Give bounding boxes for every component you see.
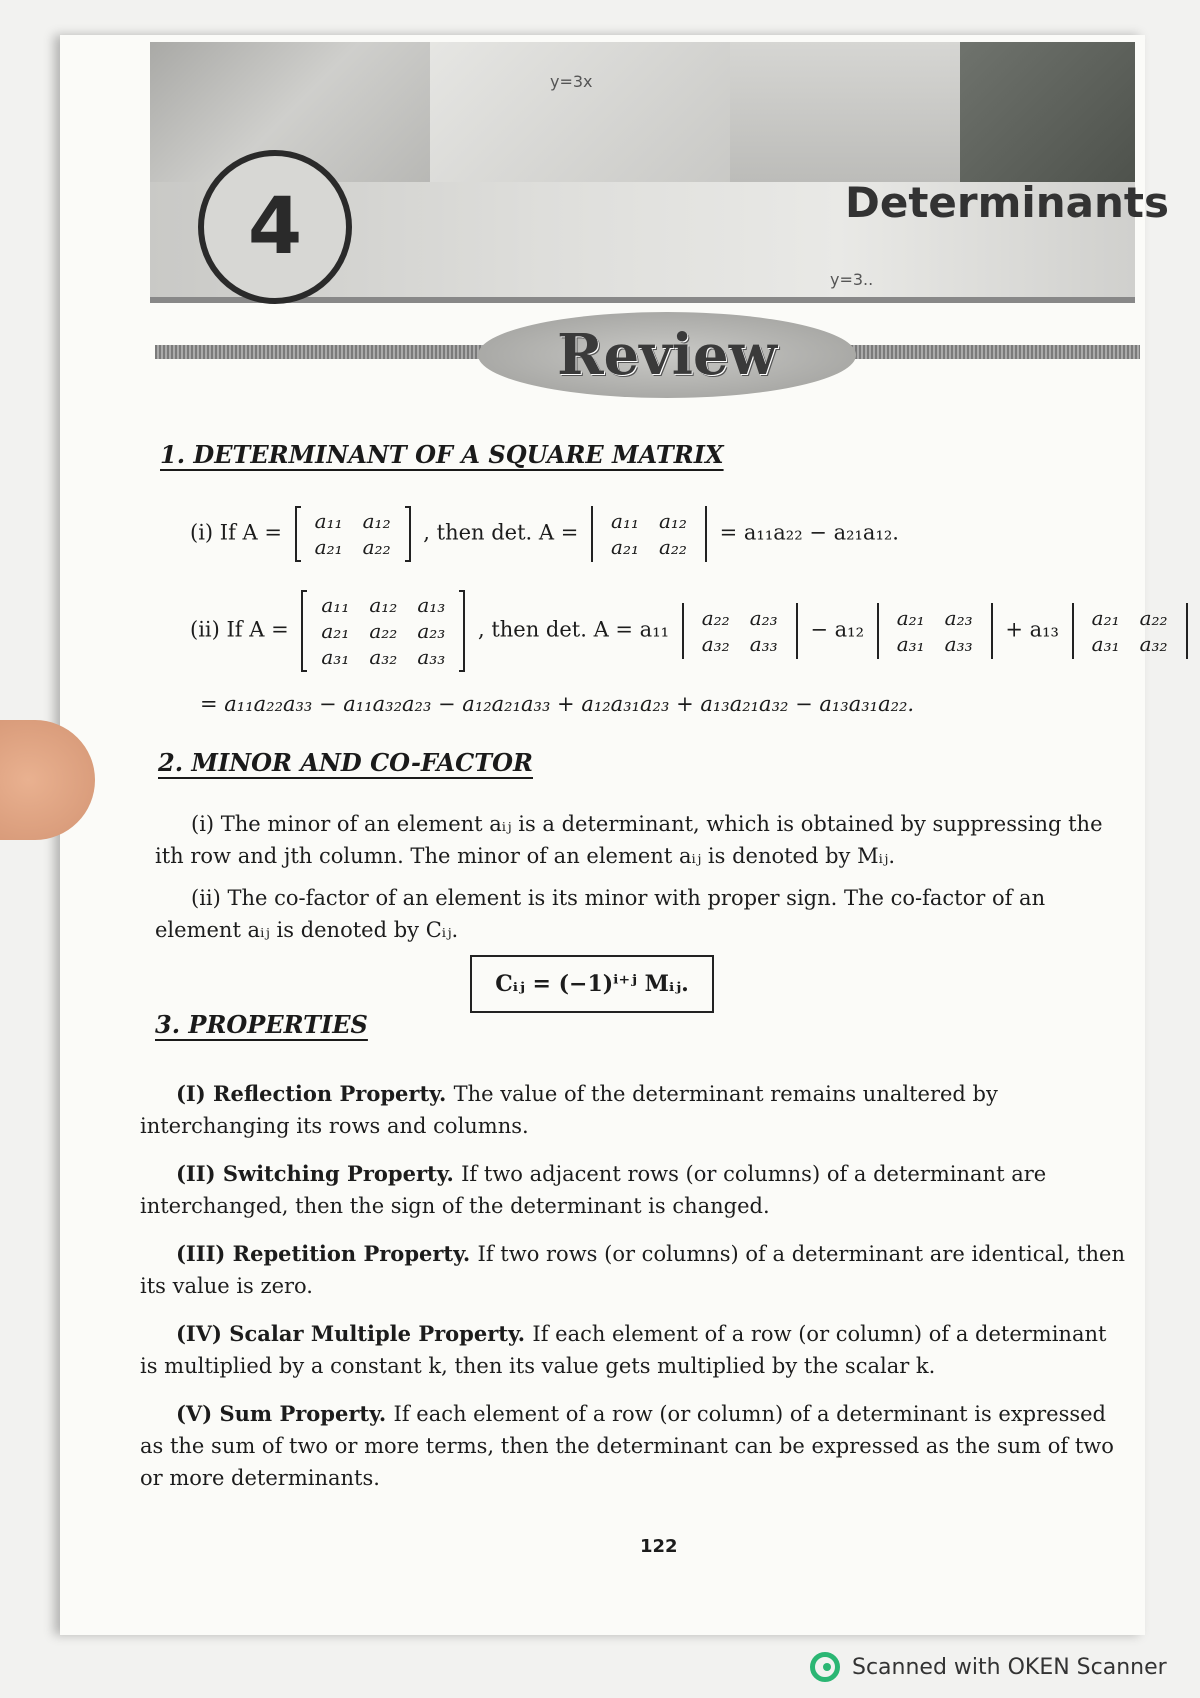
banner-photo: [430, 42, 730, 182]
formula-prefix: (ii) If A =: [190, 617, 289, 642]
matrix-entry: a₃₁: [321, 645, 350, 669]
matrix-entry: a₂₁: [314, 535, 343, 559]
matrix-entry: a₁₃: [417, 593, 446, 617]
property-title: (V) Sum Property.: [176, 1401, 394, 1426]
property-title: (IV) Scalar Multiple Property.: [176, 1321, 533, 1346]
minor-determinant: [877, 603, 993, 659]
scanner-watermark: [810, 1652, 1167, 1682]
matrix-entry: a₂₁: [611, 535, 639, 559]
property-text: If two adjacent rows (or columns) of a determinant are interchanged, then the sign of the determinant is changed.: [140, 1162, 1047, 1218]
matrix-entry: a₃₁: [896, 632, 925, 656]
formula-2x2: [190, 506, 899, 562]
formula-expansion: = a₁₁a₂₂a₃₃ − a₁₁a₃₂a₂₃ − a₁₂a₂₁a₃₃ + a₁₂a₃₁a₂₃ + a₁₃a₂₁a₃₂ − a₁₃a₃₁a₂₂.: [200, 692, 915, 716]
property-item: [140, 1158, 1125, 1222]
matrix-entry: a₃₂: [701, 632, 730, 656]
scanner-logo-icon: [810, 1652, 840, 1682]
paragraph: (ii) The co-factor of an element is its minor with proper sign. The co-factor of an element aᵢⱼ is denoted by Cᵢⱼ.: [155, 886, 1046, 942]
matrix-entry: a₃₂: [369, 645, 398, 669]
property-title: (I) Reflection Property.: [176, 1081, 454, 1106]
chapter-number: 4: [198, 150, 352, 304]
minor-determinant: [682, 603, 798, 659]
paragraph: (i) The minor of an element aᵢⱼ is a determinant, which is obtained by suppressing the ith row and jth column. The minor of an element aᵢⱼ is denoted by Mᵢⱼ.: [155, 812, 1103, 868]
matrix-entry: a₂₂: [701, 606, 730, 630]
matrix-entry: a₂₃: [944, 606, 973, 630]
banner-photo: [960, 42, 1135, 182]
property-title: (II) Switching Property.: [176, 1161, 462, 1186]
matrix-entry: a₁₁: [611, 509, 639, 533]
property-text: If each element of a row (or column) of a determinant is multiplied by a constant k, then its value gets multiplied by the scalar k.: [140, 1322, 1107, 1378]
minor-determinant: [1072, 603, 1188, 659]
matrix-entry: a₁₂: [362, 509, 391, 533]
matrix-entry: a₂₁: [896, 606, 925, 630]
formula-prefix: (i) If A =: [190, 520, 282, 545]
cofactor-formula: Cᵢⱼ = (−1)ⁱ⁺ʲ Mᵢⱼ.: [470, 955, 714, 1013]
matrix-entry: a₂₃: [749, 606, 778, 630]
page-number: 122: [640, 1536, 678, 1557]
formula-then: , then det. A = a₁₁: [477, 617, 670, 642]
property-text: If two rows (or columns) of a determinant are identical, then its value is zero.: [140, 1242, 1125, 1298]
banner-photo: [730, 42, 960, 182]
property-title: (III) Repetition Property.: [176, 1241, 478, 1266]
property-item: [140, 1078, 1125, 1142]
matrix-entry: a₂₂: [658, 535, 687, 559]
review-label: Review: [557, 322, 777, 388]
matrix-entry: a₂₁: [1091, 606, 1120, 630]
matrix-entry: a₃₃: [944, 632, 973, 656]
property-text: The value of the determinant remains unaltered by interchanging its rows and columns.: [140, 1082, 998, 1138]
matrix-2x2: [295, 506, 411, 562]
formula-result: = a₁₁a₂₂ − a₂₁a₁₂.: [719, 520, 899, 545]
scanner-label: Scanned with OKEN Scanner: [852, 1654, 1167, 1680]
formula-operator: − a₁₂: [810, 617, 864, 642]
formula-operator: + a₁₃: [1005, 617, 1059, 642]
review-badge: [478, 312, 856, 398]
chapter-title: Determinants: [845, 178, 1170, 227]
section-heading: 3. PROPERTIES: [155, 1010, 368, 1039]
matrix-entry: a₁₂: [369, 593, 398, 617]
matrix-entry: a₂₂: [369, 619, 398, 643]
section-heading: 2. MINOR AND CO-FACTOR: [158, 748, 533, 777]
property-item: [140, 1318, 1125, 1382]
matrix-entry: a₁₂: [658, 509, 687, 533]
property-item: [140, 1398, 1125, 1494]
matrix-entry: a₃₃: [417, 645, 446, 669]
matrix-entry: a₂₂: [362, 535, 391, 559]
matrix-entry: a₁₁: [321, 593, 350, 617]
matrix-entry: a₁₁: [314, 509, 343, 533]
matrix-3x3: [301, 590, 465, 672]
determinant-2x2: [591, 506, 707, 562]
banner-scribble: y=3..: [830, 270, 874, 289]
formula-then: , then det. A =: [423, 520, 579, 545]
property-item: [140, 1238, 1125, 1302]
matrix-entry: a₃₁: [1091, 632, 1120, 656]
matrix-entry: a₂₁: [321, 619, 350, 643]
matrix-entry: a₂₂: [1139, 606, 1168, 630]
property-text: If each element of a row (or column) of a determinant is expressed as the sum of two or more terms, then the determinant can be expressed as the sum of two or more determinants.: [140, 1402, 1114, 1490]
banner-scribble: y=3x: [550, 72, 593, 91]
matrix-entry: a₃₃: [749, 632, 778, 656]
section-heading: 1. DETERMINANT OF A SQUARE MATRIX: [160, 440, 724, 469]
formula-3x3: [190, 590, 1194, 672]
matrix-entry: a₃₂: [1139, 632, 1168, 656]
matrix-entry: a₂₃: [417, 619, 446, 643]
